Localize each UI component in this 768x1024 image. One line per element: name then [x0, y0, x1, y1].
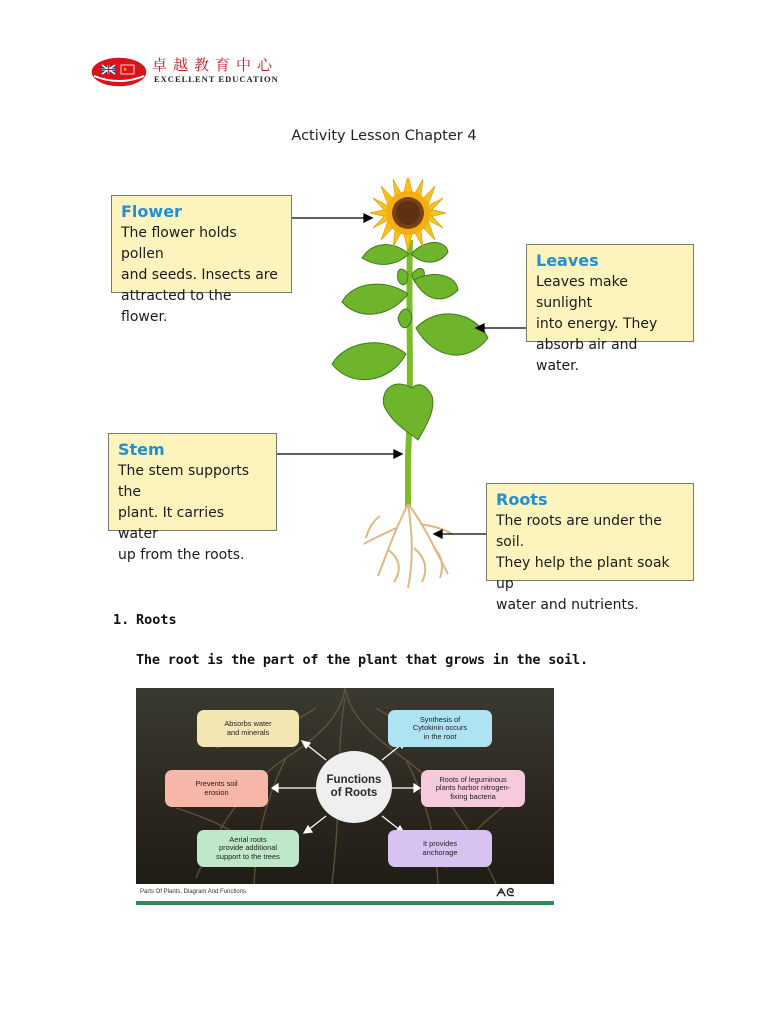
logo-english-text: EXCELLENT EDUCATION: [154, 74, 279, 84]
nitrogen-fixing-box: Roots of leguminous plants harbor nitrogen- fixing bacteria: [421, 770, 525, 807]
section-description: The root is the part of the plant that grows in the soil.: [136, 652, 588, 668]
school-emblem-icon: [90, 52, 150, 92]
plant-parts-diagram: [96, 178, 704, 613]
logo-chinese-text: 卓越教育中心: [152, 56, 279, 74]
flower-callout-heading: Flower: [121, 202, 182, 221]
stem-callout: [108, 433, 277, 563]
functions-of-roots-image: [136, 688, 554, 905]
leaves-callout: [526, 244, 694, 374]
absorbs-water-box: Absorbs water and minerals: [197, 710, 299, 747]
roots-callout-heading: Roots: [496, 490, 548, 509]
image-caption: Parts Of Plants, Diagram And Functions: [140, 889, 247, 895]
image-bottom-strip: [136, 901, 554, 905]
cytokinin-synthesis-box: Synthesis of Cytokinin occurs in the root: [388, 710, 492, 747]
roots-shape: [364, 504, 452, 588]
flower-shape: [370, 178, 446, 251]
flower-callout: [111, 195, 292, 325]
aerial-roots-box: Aerial roots provide additional support to the trees: [197, 830, 299, 867]
stem-callout-text: The stem supports the plant. It carries water up from the roots.: [118, 463, 250, 563]
leaves-callout-heading: Leaves: [536, 251, 599, 270]
leaves-callout-text: Leaves make sunlight into energy. They absorb air and water.: [536, 274, 658, 374]
roots-callout: [486, 483, 694, 613]
geeksforgeeks-logo-icon: ᗅᘓ: [496, 887, 515, 899]
stem-callout-heading: Stem: [118, 440, 165, 459]
flower-callout-text: The flower holds pollen and seeds. Insects are attracted to the flower.: [121, 225, 278, 325]
stem-shape: [408, 240, 410, 508]
prevents-erosion-box: Prevents soil erosion: [165, 770, 268, 807]
section-number: 1.: [113, 612, 130, 628]
roots-callout-text: The roots are under the soil. They help the plant soak up water and nutrients.: [496, 513, 670, 613]
functions-of-roots-center: Functions of Roots: [316, 751, 392, 823]
section-title: Roots: [136, 612, 177, 628]
anchorage-box: It provides anchorage: [388, 830, 492, 867]
document-title: Activity Lesson Chapter 4: [291, 128, 477, 144]
